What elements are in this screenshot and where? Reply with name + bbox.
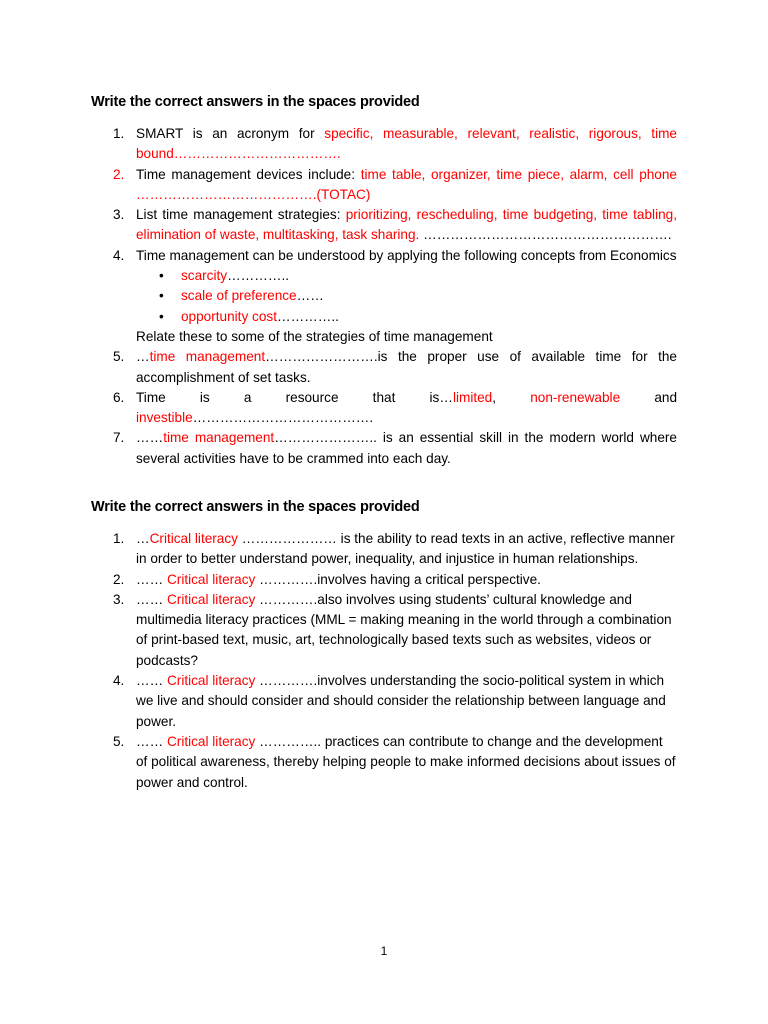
question-text [136, 390, 677, 425]
section-2-heading: Write the correct answers in the spaces provided [91, 499, 420, 515]
question-item [91, 388, 677, 429]
question-text [136, 673, 666, 729]
question-number: 1. [113, 126, 125, 141]
concept-bullet-item [136, 286, 677, 306]
answer-text: Critical literacy [149, 531, 238, 546]
bullet-icon: • [159, 268, 164, 284]
question-item [91, 347, 677, 388]
prompt-text: ………….involves having a critical perspective. [255, 571, 541, 587]
question-number: 4. [113, 247, 125, 263]
answer-text: time management [149, 349, 266, 365]
blank-dots: …… [296, 288, 324, 304]
prompt-text: …… [136, 733, 167, 749]
prompt-text: … [136, 531, 150, 546]
question-text [136, 592, 672, 668]
question-number: 3. [113, 207, 125, 223]
prompt-text: ………….involves understanding the socio-political system in which we live and should consider and should consider the relationship between language and power. [136, 673, 666, 729]
answer-text: Critical literacy [166, 571, 256, 587]
question-text [136, 248, 677, 263]
prompt-text: ………….also involves using students’ cultural knowledge and multimedia literacy practices (MML = making meaning in the world through a combination of print-based text, music, art, technologically based texts such as websites, videos or podcasts? [136, 591, 672, 668]
question-text [136, 531, 675, 566]
question-text [136, 734, 676, 790]
answer-text: Critical literacy [166, 733, 256, 749]
section-1-question-list [91, 124, 677, 469]
question-text [136, 167, 677, 202]
prompt-text: Time management can be understood by applying the following concepts from Economics [136, 247, 677, 263]
answer-text: time table, organizer, time piece, alarm, cell phone ………………………………….(TOTAC) [136, 166, 677, 202]
prompt-text: ………………………………………………. [419, 227, 672, 243]
section-2-question-list [91, 529, 677, 793]
prompt-text: …… [136, 571, 167, 587]
prompt-text: …… [136, 673, 167, 689]
question-number: 2. [113, 571, 125, 587]
prompt-text: List time management strategies: [136, 207, 346, 223]
question-text [136, 572, 541, 587]
question-item [91, 570, 677, 590]
answer-text: time management [163, 430, 275, 446]
answer-text: scarcity [181, 268, 228, 284]
prompt-text: ………….. practices can contribute to change and the development of political awareness, thereby helping people to make informed decisions about issues of power and control. [136, 733, 676, 790]
prompt-text: , [492, 389, 531, 405]
prompt-text: Time management devices include: [136, 166, 361, 182]
prompt-text: …………………….is the proper use of available time for the accomplishment of set tasks. [136, 349, 677, 385]
prompt-text: ………………….. is an essential skill in the modern world where several activities have to be crammed into each day. [136, 430, 677, 466]
answer-text: limited [452, 389, 493, 405]
section-1-heading: Write the correct answers in the spaces provided [91, 94, 420, 110]
page-number: 1 [380, 944, 388, 958]
answer-text: prioritizing, rescheduling, time budgeting, time tabling, elimination of waste, multitasking, task sharing. [136, 207, 677, 243]
prompt-text: … [136, 349, 150, 365]
prompt-text: …… [136, 591, 167, 607]
prompt-text: …… [136, 430, 164, 446]
question-number: 1. [113, 531, 125, 546]
question-item [91, 732, 677, 793]
question-number: 3. [113, 591, 125, 607]
follow-up-instruction: Relate these to some of the strategies of time management [136, 328, 493, 344]
answer-text: scale of preference [181, 288, 297, 304]
question-text [136, 207, 677, 242]
bullet-icon: • [159, 308, 164, 324]
concept-bullet-item [136, 307, 677, 327]
blank-dots: ………….. [276, 308, 339, 324]
question-item [91, 165, 677, 206]
question-text [136, 430, 677, 465]
answer-text: specific, measurable, relevant, realistic, rigorous, time bound………………………………. [136, 126, 677, 162]
question-item [91, 246, 677, 347]
question-number: 5. [113, 733, 125, 749]
blank-dots: ………….. [227, 268, 290, 284]
question-item [91, 529, 677, 570]
prompt-text: Time is a resource that is… [136, 389, 453, 405]
question-number: 7. [113, 430, 125, 446]
answer-text: opportunity cost [181, 308, 277, 324]
question-number: 2. [113, 166, 125, 182]
answer-text: non-renewable [530, 389, 621, 405]
question-item [91, 205, 677, 246]
question-number: 6. [113, 389, 125, 405]
prompt-text: ………………… is the ability to read texts in an active, reflective manner in order to better understand power, inequality, and injustice in human relationships. [136, 531, 675, 567]
question-item [91, 671, 677, 732]
answer-text: Critical literacy [166, 673, 256, 689]
prompt-text: SMART is an acronym for [136, 126, 325, 141]
question-item [91, 428, 677, 469]
concept-bullet-item [136, 266, 677, 286]
question-text [136, 349, 677, 384]
question-text [136, 126, 677, 161]
bullet-icon: • [159, 288, 164, 304]
question-item [91, 124, 677, 165]
question-item [91, 590, 677, 671]
question-number: 5. [113, 349, 125, 365]
question-number: 4. [113, 673, 125, 689]
concept-bullet-list [136, 266, 677, 327]
prompt-text: …………………………………. [192, 410, 374, 426]
prompt-text: and [620, 389, 677, 405]
answer-text: investible [136, 410, 193, 426]
answer-text: Critical literacy [166, 591, 256, 607]
